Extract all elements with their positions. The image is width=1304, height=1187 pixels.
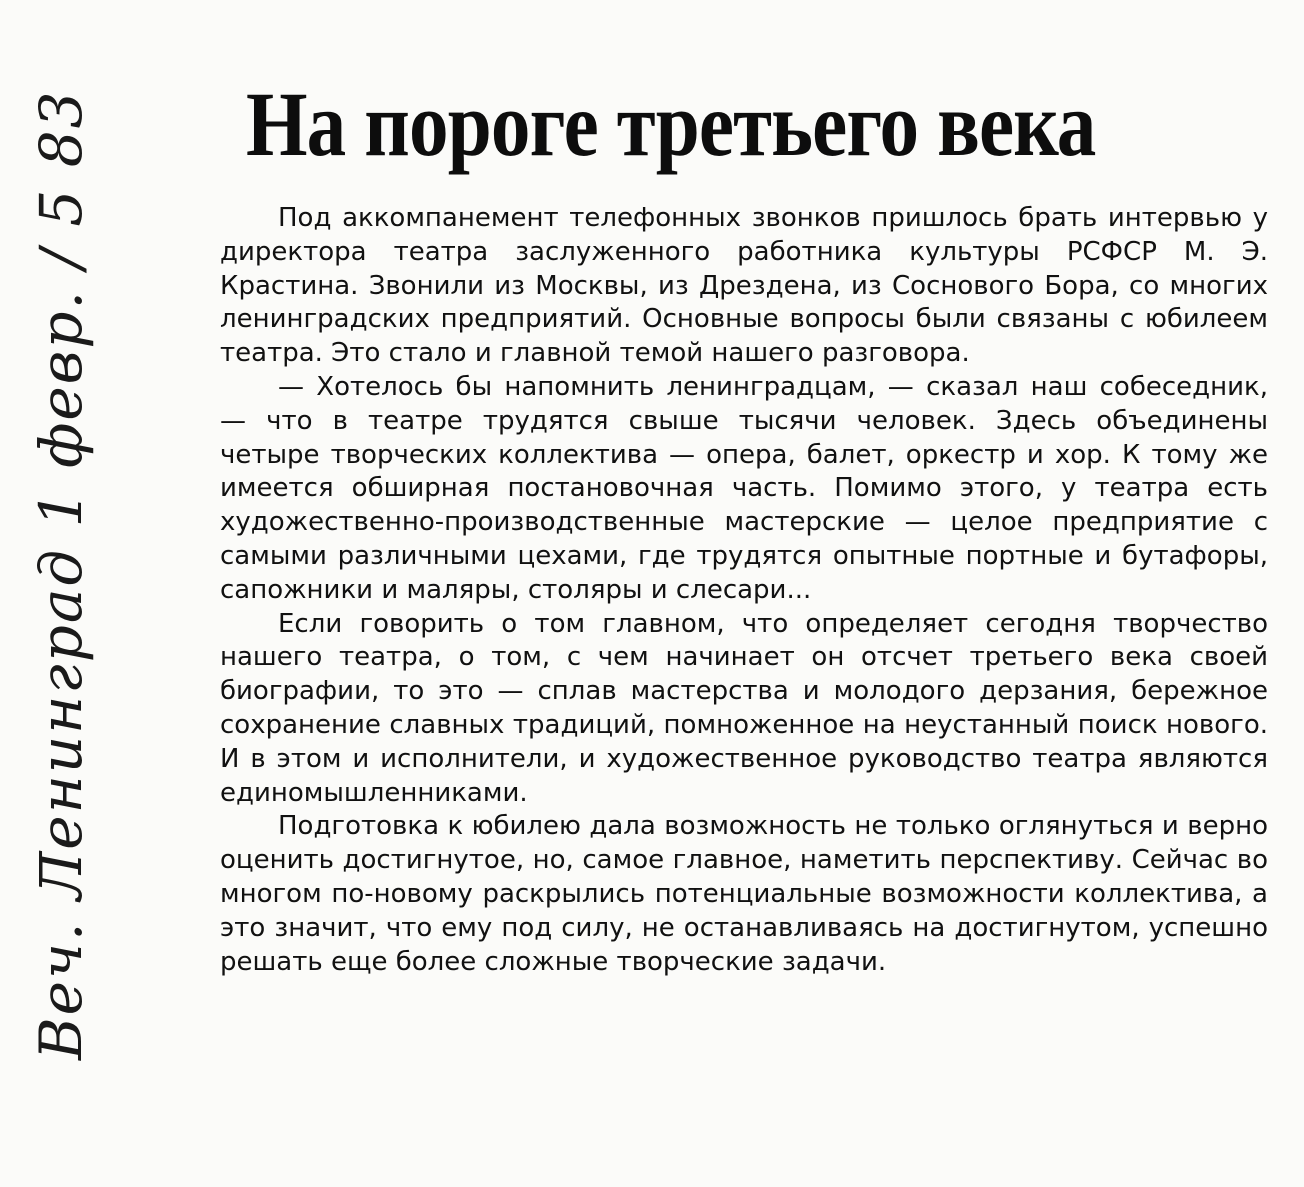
article-body <box>220 202 1268 979</box>
handwritten-source-note: Веч. Ленинград 1 февр. / 5 83 <box>27 89 95 1060</box>
paragraph: Под аккомпанемент телефонных звонков пришлось брать интервью у директора театра заслуженного работника культуры РСФСР М. Э. Крастина. Звонили из Москвы, из Дрездена, из Соснового Бора, со многих ленинградских предприятий. Основные вопросы были связаны с юбилеем театра. Это стало и главной темой нашего разговора. <box>220 203 1268 369</box>
article-headline: На пороге третьего века <box>246 73 1096 175</box>
paragraph: Если говорить о том главном, что определяет сегодня творчество нашего театра, о том, с чем начинает он отсчет третьего века своей биографии, то это — сплав мастерства и молодого дерзания, бережное сохранение славных традиций, помноженное на неустанный поиск нового. И в этом и исполнители, и художественное руководство театра являются единомышленниками. <box>220 608 1268 808</box>
paragraph: — Хотелось бы напомнить ленинградцам, — сказал наш собеседник, — что в театре трудятся свыше тысячи человек. Здесь объединены четыре творческих коллектива — опера, балет, оркестр и хор. К тому же имеется обширная постановочная часть. Помимо этого, у театра есть художественно-производственные мастерские — целое предприятие с самыми различными цехами, где трудятся опытные портные и бутафоры, сапожники и маляры, столяры и слесари... <box>220 371 1268 605</box>
paragraph: Подготовка к юбилею дала возможность не только оглянуться и верно оценить достигнутое, но, самое главное, наметить перспективу. Сейчас во многом по-новому раскрылись потенциальные возможности коллектива, а это значит, что ему под силу, не останавливаясь на достигнутом, успешно решать еще более сложные творческие задачи. <box>220 811 1268 977</box>
